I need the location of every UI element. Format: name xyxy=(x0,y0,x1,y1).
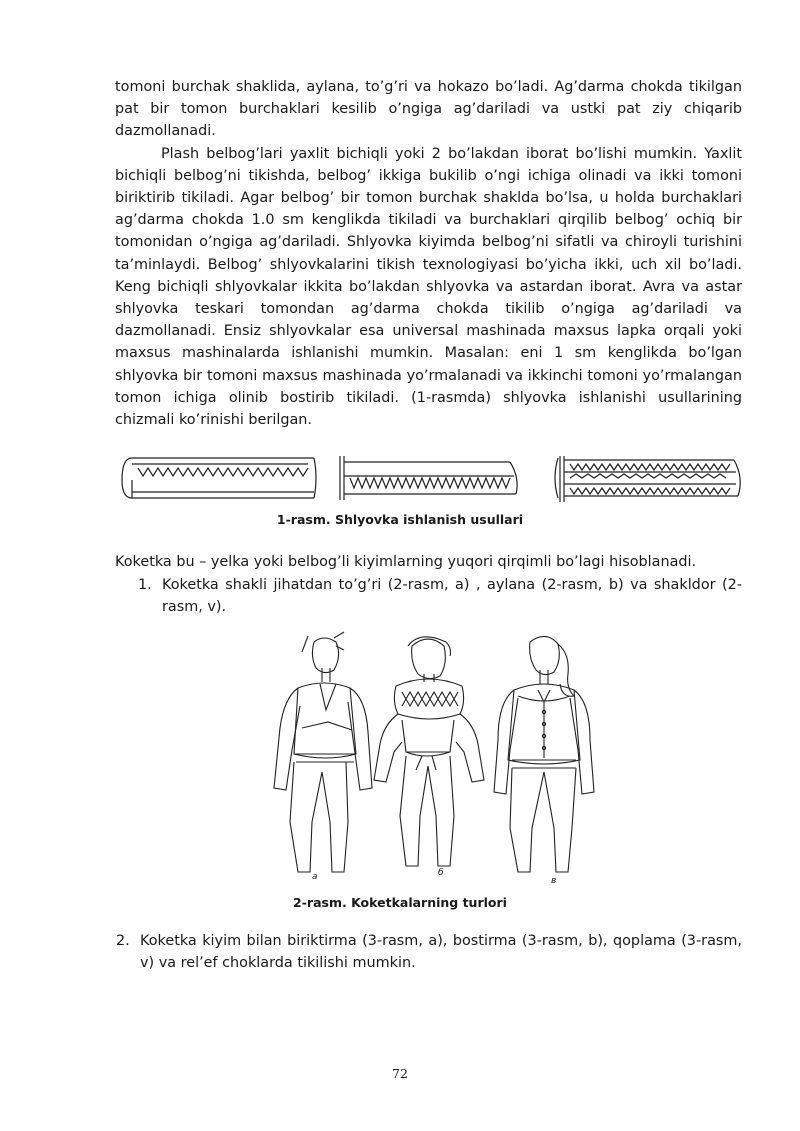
list-item-2-text: Koketka kiyim bilan biriktirma (3-rasm, a), bostirma (3-rasm, b), qoplama (3-rasm, v) va rel’ef choklarda tikilishi mumkin. xyxy=(140,933,742,972)
shlyovka-diagram-a xyxy=(122,458,316,498)
shlyovka-diagram-b xyxy=(340,456,517,500)
shlyovka-diagram-c xyxy=(555,456,740,502)
sketch-figure-b xyxy=(374,637,484,866)
sketch-figure-a xyxy=(274,632,372,872)
figure-2-caption: 2-rasm. Koketkalarning turlori xyxy=(293,895,507,910)
body-text xyxy=(115,76,742,431)
sketch-figure-v xyxy=(494,636,594,872)
paragraph-1: tomoni burchak shaklida, aylana, to’g’ri va hokazo bo’ladi. Ag’darma chokda tikilgan pat bir tomon burchaklari kesilib o’ngiga ag’dariladi va ustki pat ziy chiqarib dazmollanadi. xyxy=(115,79,742,140)
figure-1-caption: 1-rasm. Shlyovka ishlanish usullari xyxy=(276,512,524,527)
list-item-1 xyxy=(138,574,742,618)
list-number-2: 2. xyxy=(116,933,130,949)
figure-2-koketka-sketches xyxy=(262,632,592,892)
figure-2-label-b: б xyxy=(438,868,444,878)
list-item-2 xyxy=(116,930,742,974)
koketka-intro xyxy=(115,551,742,573)
list-number-1: 1. xyxy=(138,577,152,593)
figure-1-shlyovka-diagrams xyxy=(118,452,748,512)
figure-2-label-v: в xyxy=(551,876,557,886)
page-number: 72 xyxy=(392,1066,408,1081)
figure-2-label-a: a xyxy=(312,872,318,882)
list-item-1-text: Koketka shakli jihatdan to’g’ri (2-rasm, a) , aylana (2-rasm, b) va shakldor (2-rasm, v). xyxy=(162,577,742,616)
paragraph-3: Koketka bu – yelka yoki belbog’li kiyimlarning yuqori qirqimli bo’lagi hisoblanadi. xyxy=(115,554,697,570)
paragraph-2: Plash belbog’lari yaxlit bichiqli yoki 2 bo’lakdan iborat bo’lishi mumkin. Yaxlit bichiqli belbog’ni tikishda, belbog’ ikkiga bukilib o’ngi ichiga olinadi va ikki tomoni biriktirib tikiladi. Agar belbog’ bir tomon burchak shakld​a bo’lsa, u holda burchaklari ag’darma chokda 1.0 sm kenglikda tikiladi va burchaklari qirqilib belbog’ ochiq bir tomonidan o’ngiga ag’dariladi. Shlyovka kiyimda belbog’ni sifatli va chiroyli turishini ta’minlaydi. Belbog’ shlyovkalarini tikish texnologiyasi bo’yicha ikki, uch xil bo’ladi. Keng bichiqli shlyovkalar ikkita bo’lakdan shlyovka va astardan iborat. Avra va astar shlyovka teskari tomondan ag’darma chokda tikilib o’ngiga ag’dariladi va dazmollanadi. Ensiz shlyovkalar esa universal mashinada maxsus lapka orqali yoki maxsus mashinalarda ishlanishi mumkin. Masalan: eni 1 sm kenglikda bo’lgan shlyovka bir tomoni maxsus mashinada yo’rmalanadi va ikkinchi tomoni yo’rmalangan tomon ichiga olinib bostirib tikiladi. (1-rasmda) shlyovka ishlanishi usullarining chizmali ko’rinishi berilgan. xyxy=(115,145,742,429)
